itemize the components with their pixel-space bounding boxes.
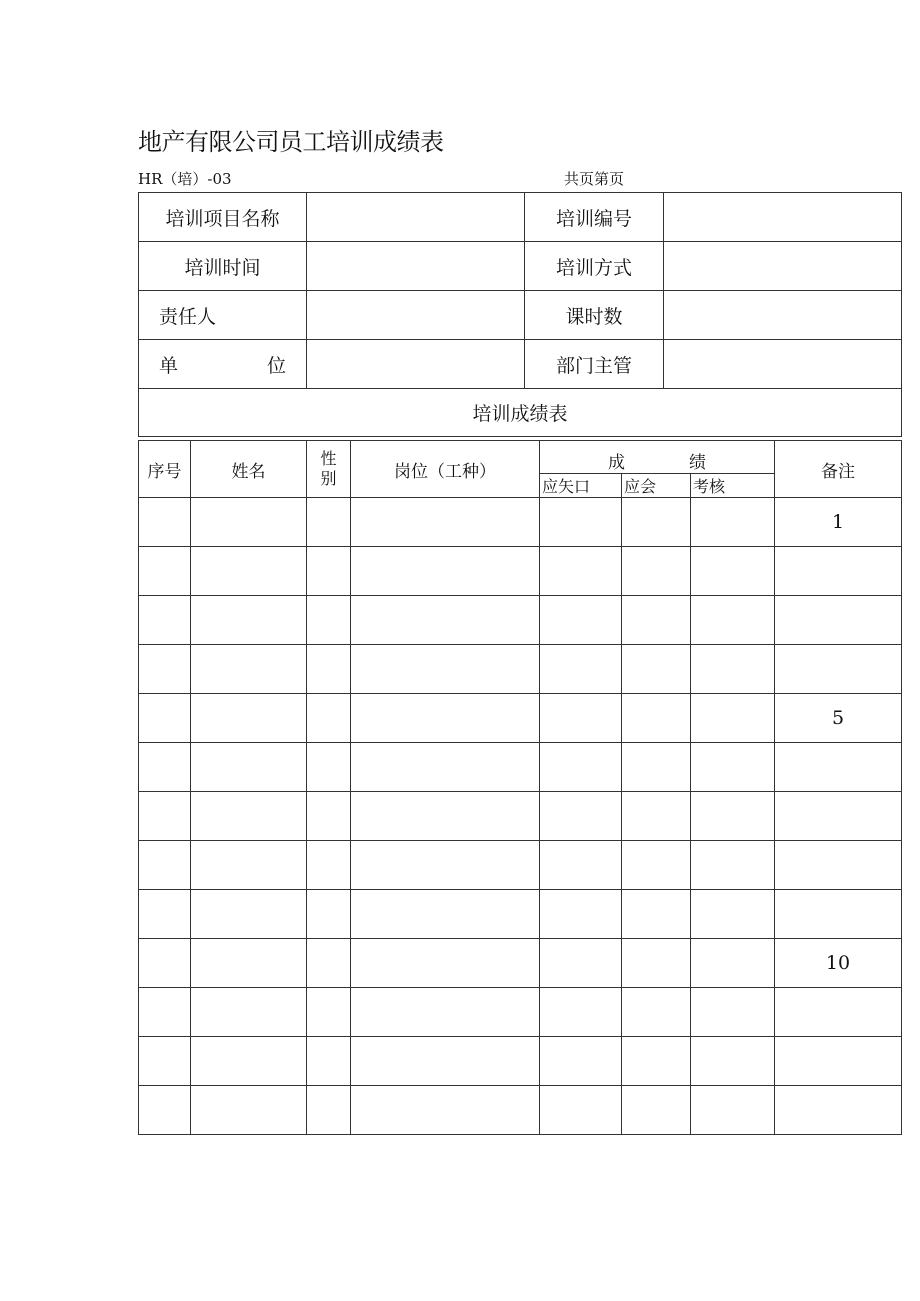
col-score-skill: 应会 [622,474,691,498]
position-cell[interactable] [351,596,540,645]
seq-cell[interactable] [139,890,191,939]
page-title: 地产有限公司员工培训成绩表 [138,128,444,156]
skill-cell[interactable] [622,596,691,645]
knowledge-cell[interactable] [540,645,622,694]
exam-cell[interactable] [691,988,775,1037]
exam-cell[interactable] [691,939,775,988]
remark-cell[interactable] [775,645,902,694]
project-name-field[interactable] [307,193,525,242]
remark-cell[interactable]: 5 [775,694,902,743]
remark-cell[interactable] [775,547,902,596]
skill-cell[interactable] [622,743,691,792]
table-row [139,596,902,645]
position-cell[interactable] [351,498,540,547]
seq-cell[interactable] [139,1086,191,1135]
table-row [139,939,902,988]
table-row [139,645,902,694]
position-cell[interactable] [351,939,540,988]
skill-cell[interactable] [622,890,691,939]
knowledge-cell[interactable] [540,988,622,1037]
table-row [139,1037,902,1086]
exam-cell[interactable] [691,841,775,890]
knowledge-cell[interactable] [540,939,622,988]
name-cell[interactable] [191,596,307,645]
skill-cell[interactable] [622,1037,691,1086]
seq-cell[interactable] [139,645,191,694]
remark-cell[interactable] [775,988,902,1037]
unit-label-b: 位 [266,354,286,377]
score-table [138,440,902,1135]
remark-cell[interactable]: 1 [775,498,902,547]
dept-head-field[interactable] [664,340,902,389]
name-cell[interactable] [191,547,307,596]
remark-cell[interactable] [775,743,902,792]
position-cell[interactable] [351,694,540,743]
col-remark: 备注 [775,441,902,498]
knowledge-cell[interactable] [540,498,622,547]
name-cell[interactable] [191,939,307,988]
seq-cell[interactable] [139,547,191,596]
responsible-label: 责任人 [139,291,307,340]
col-score-exam: 考核 [691,474,775,498]
table-row [139,694,902,743]
seq-cell[interactable] [139,939,191,988]
unit-label-a: 单 [159,354,179,377]
remark-cell[interactable] [775,792,902,841]
col-seq: 序号 [139,441,191,498]
col-score [540,441,775,474]
col-gender [307,441,351,498]
knowledge-cell[interactable] [540,694,622,743]
page-info: 共页第页 [564,170,625,188]
table-row [139,547,902,596]
name-cell[interactable] [191,1086,307,1135]
position-cell[interactable] [351,890,540,939]
position-cell[interactable] [351,988,540,1037]
knowledge-cell[interactable] [540,890,622,939]
remark-cell[interactable] [775,1037,902,1086]
seq-cell[interactable] [139,694,191,743]
seq-cell[interactable] [139,743,191,792]
skill-cell[interactable] [622,645,691,694]
section-title: 培训成绩表 [139,389,902,437]
position-cell[interactable] [351,1037,540,1086]
col-score-a: 成 [608,453,625,473]
hours-field[interactable] [664,291,902,340]
seq-cell[interactable] [139,596,191,645]
skill-cell[interactable] [622,498,691,547]
skill-cell[interactable] [622,988,691,1037]
skill-cell[interactable] [622,1086,691,1135]
knowledge-cell[interactable] [540,1037,622,1086]
name-cell[interactable] [191,792,307,841]
exam-cell[interactable] [691,547,775,596]
project-no-field[interactable] [664,193,902,242]
exam-cell[interactable] [691,694,775,743]
gender-cell[interactable] [307,596,351,645]
gender-cell[interactable] [307,988,351,1037]
gender-cell[interactable] [307,792,351,841]
table-row [139,988,902,1037]
skill-cell[interactable] [622,547,691,596]
col-name: 姓名 [191,441,307,498]
dept-head-label: 部门主管 [525,340,664,389]
table-row [139,890,902,939]
gender-cell[interactable] [307,547,351,596]
time-label: 培训时间 [139,242,307,291]
table-row [139,498,902,547]
exam-cell[interactable] [691,645,775,694]
position-cell[interactable] [351,792,540,841]
position-cell[interactable] [351,547,540,596]
remark-cell[interactable] [775,1086,902,1135]
table-row [139,743,902,792]
seq-cell[interactable] [139,841,191,890]
project-name-label: 培训项目名称 [139,193,307,242]
knowledge-cell[interactable] [540,743,622,792]
unit-field[interactable] [307,340,525,389]
seq-cell[interactable] [139,792,191,841]
exam-cell[interactable] [691,498,775,547]
skill-cell[interactable] [622,939,691,988]
exam-cell[interactable] [691,596,775,645]
seq-cell[interactable] [139,1037,191,1086]
col-score-knowledge: 应矢口 [540,474,622,498]
name-cell[interactable] [191,1037,307,1086]
gender-cell[interactable] [307,694,351,743]
knowledge-cell[interactable] [540,596,622,645]
name-cell[interactable] [191,988,307,1037]
remark-cell[interactable] [775,596,902,645]
name-cell[interactable] [191,498,307,547]
name-cell[interactable] [191,841,307,890]
gender-cell[interactable] [307,939,351,988]
time-field[interactable] [307,242,525,291]
gender-cell[interactable] [307,890,351,939]
seq-cell[interactable] [139,498,191,547]
skill-cell[interactable] [622,841,691,890]
name-cell[interactable] [191,743,307,792]
hours-label: 课时数 [525,291,664,340]
exam-cell[interactable] [691,743,775,792]
gender-cell[interactable] [307,1086,351,1135]
col-gender-a: 性 [320,449,337,468]
responsible-field[interactable] [307,291,525,340]
table-row [139,1086,902,1135]
knowledge-cell[interactable] [540,547,622,596]
col-position: 岗位（工种） [351,441,540,498]
method-field[interactable] [664,242,902,291]
name-cell[interactable] [191,694,307,743]
exam-cell[interactable] [691,792,775,841]
position-cell[interactable] [351,743,540,792]
project-no-label: 培训编号 [525,193,664,242]
method-label: 培训方式 [525,242,664,291]
name-cell[interactable] [191,890,307,939]
remark-cell[interactable] [775,890,902,939]
table-row [139,792,902,841]
unit-label [139,340,307,389]
remark-cell[interactable]: 10 [775,939,902,988]
remark-cell[interactable] [775,841,902,890]
form-code: HR（培）-03 [138,170,232,188]
exam-cell[interactable] [691,1086,775,1135]
position-cell[interactable] [351,841,540,890]
position-cell[interactable] [351,645,540,694]
exam-cell[interactable] [691,1037,775,1086]
knowledge-cell[interactable] [540,1086,622,1135]
gender-cell[interactable] [307,1037,351,1086]
score-rows [139,498,902,1135]
table-row [139,841,902,890]
gender-cell[interactable] [307,498,351,547]
knowledge-cell[interactable] [540,841,622,890]
skill-cell[interactable] [622,792,691,841]
exam-cell[interactable] [691,890,775,939]
gender-cell[interactable] [307,645,351,694]
col-gender-b: 别 [320,469,337,488]
position-cell[interactable] [351,1086,540,1135]
col-score-b: 绩 [689,453,706,473]
knowledge-cell[interactable] [540,792,622,841]
seq-cell[interactable] [139,988,191,1037]
gender-cell[interactable] [307,743,351,792]
skill-cell[interactable] [622,694,691,743]
name-cell[interactable] [191,645,307,694]
info-table [138,192,902,437]
gender-cell[interactable] [307,841,351,890]
